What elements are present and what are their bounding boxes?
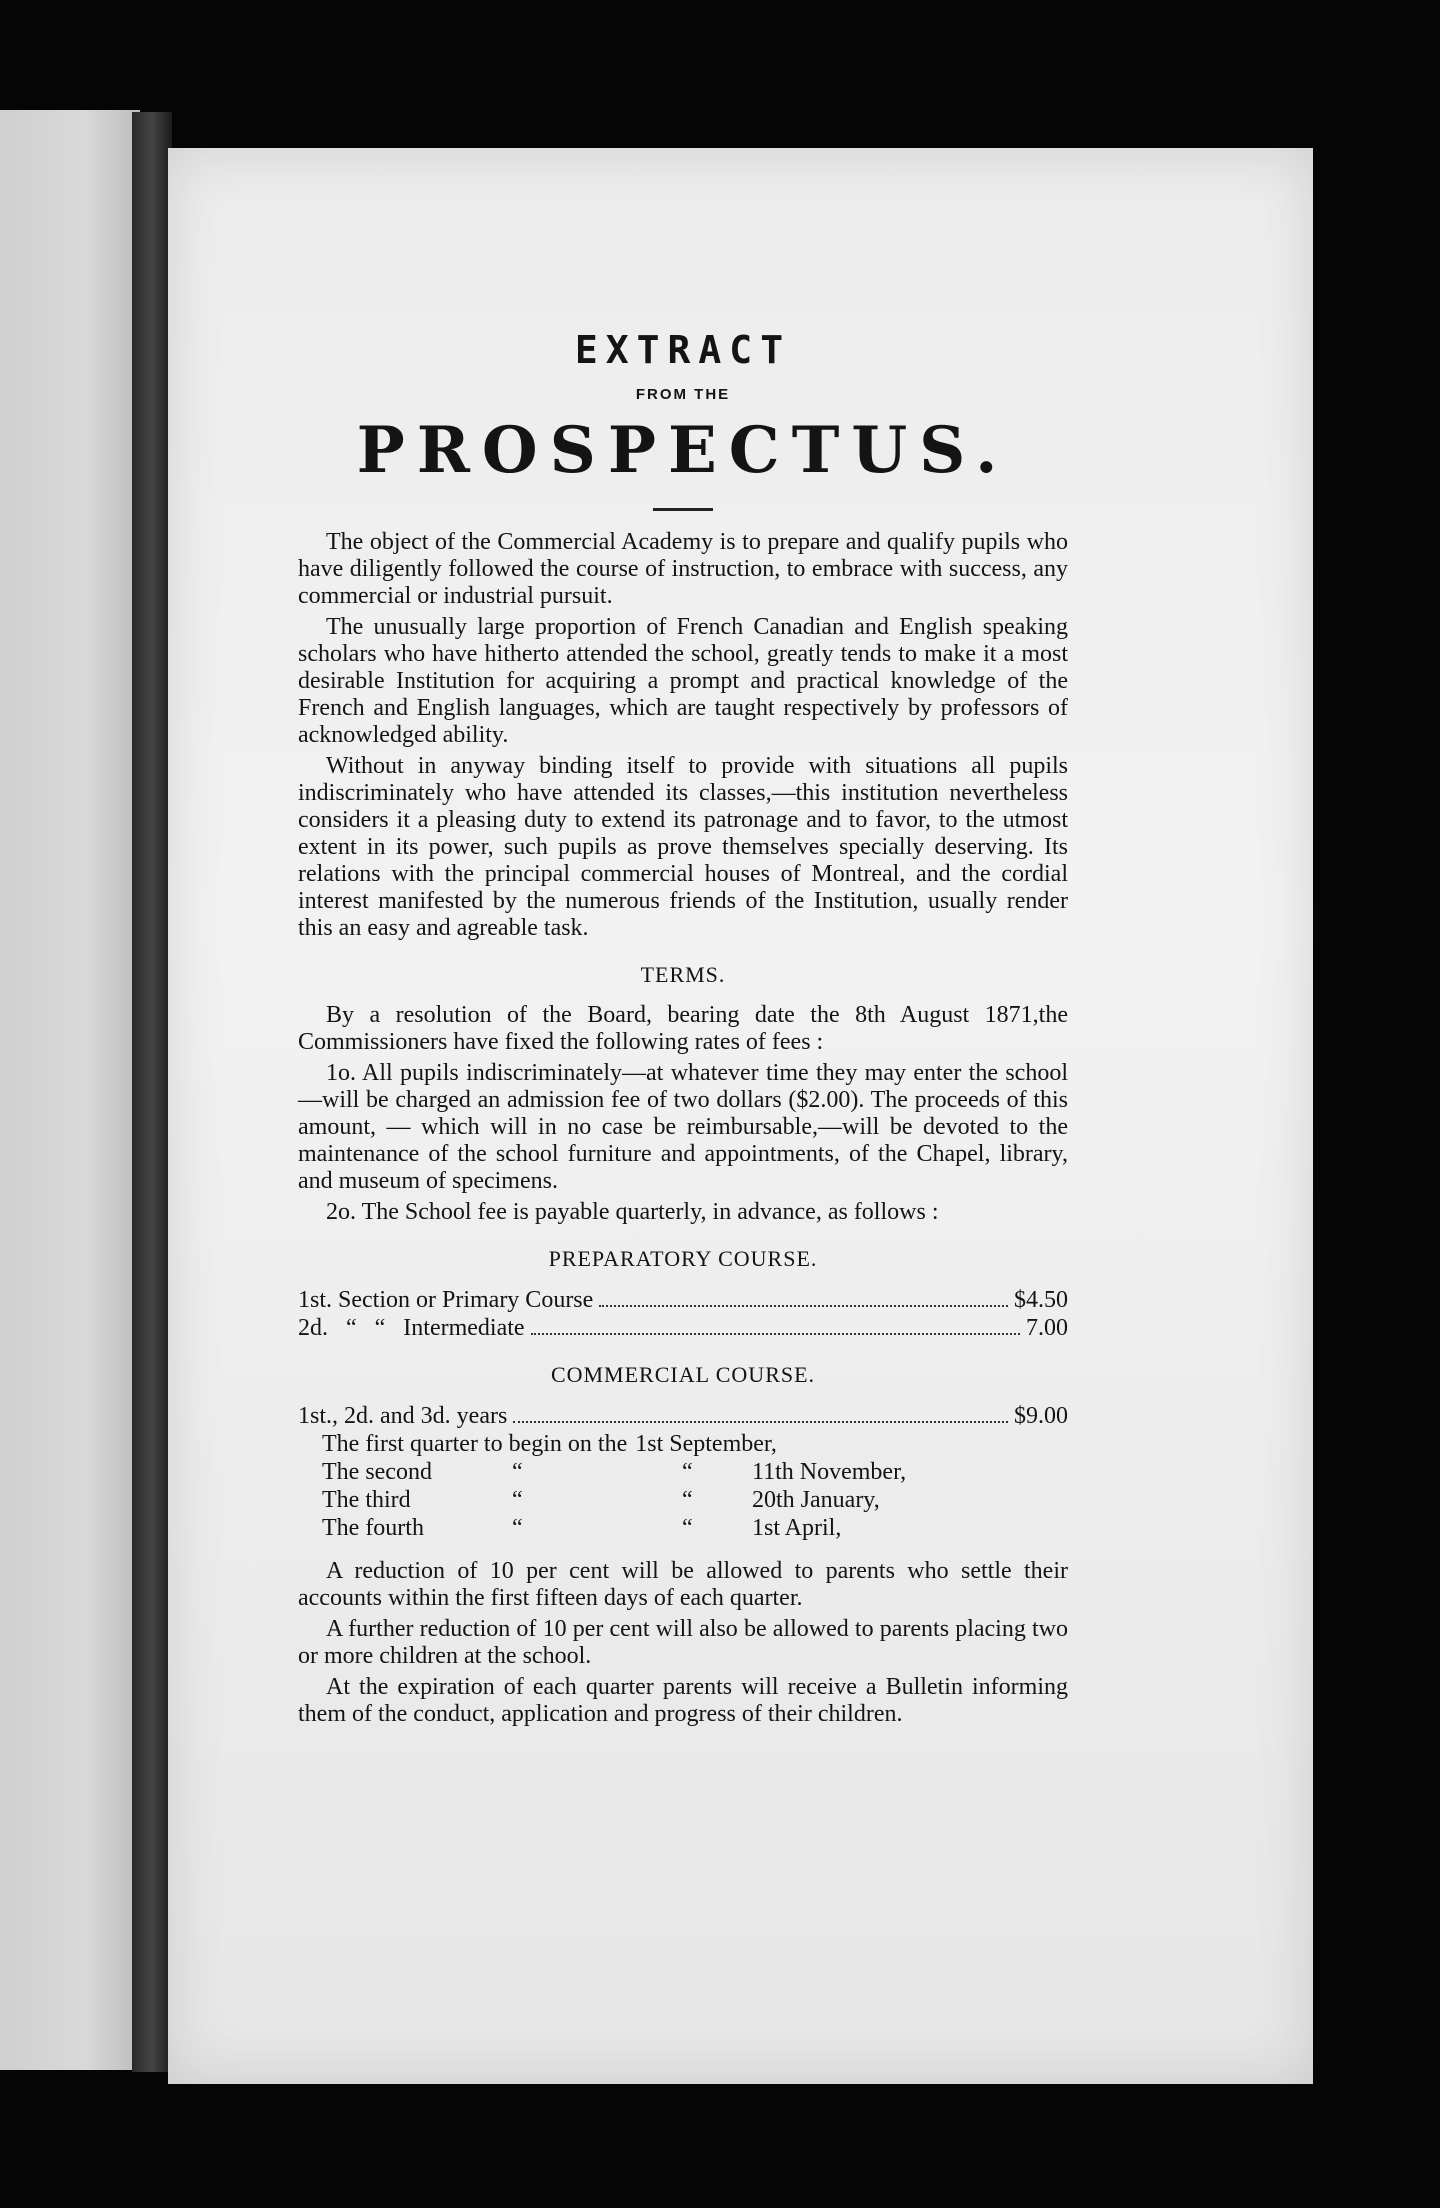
- quarter-row: [298, 1514, 1068, 1542]
- quarter-name: The third: [322, 1487, 411, 1513]
- quarter-name: The fourth: [322, 1515, 424, 1541]
- quarter-date: 11th November,: [752, 1459, 907, 1485]
- fee-label: 1st., 2d. and 3d. years: [298, 1403, 508, 1429]
- closing-paragraph: At the expiration of each quarter parents will receive a Bulletin informing them of the conduct, application and progress of their children.: [298, 1674, 1068, 1727]
- quarter-row: [298, 1486, 1068, 1514]
- quarter-date: 1st April,: [752, 1515, 842, 1541]
- commercial-heading: COMMERCIAL COURSE.: [550, 1362, 816, 1387]
- facing-page-edge: [0, 110, 140, 2070]
- quarter-date: 20th January,: [752, 1487, 880, 1513]
- terms-paragraph: By a resolution of the Board, bearing date the 8th August 1871,the Commissioners have fixed the following rates of fees :: [298, 1002, 1068, 1055]
- quarter-date: 1st September,: [635, 1431, 777, 1457]
- document-page: [168, 148, 1313, 2084]
- ditto-mark: “: [512, 1515, 523, 1541]
- fee-price: $4.50: [1014, 1287, 1068, 1313]
- ditto-mark: “: [682, 1515, 693, 1541]
- quarter-name: The first quarter to begin on the: [322, 1431, 628, 1457]
- quarter-name: The second: [322, 1459, 432, 1485]
- fee-price: $9.00: [1014, 1403, 1068, 1429]
- fee-price: 7.00: [1026, 1315, 1068, 1341]
- fee-row: [298, 1286, 1068, 1314]
- ditto-mark: “: [682, 1459, 693, 1485]
- preparatory-heading: PREPARATORY COURSE.: [548, 1246, 818, 1271]
- fee-label: 2d. “ “ Intermediate: [298, 1315, 525, 1341]
- intro-paragraph: Without in anyway binding itself to provide with situations all pupils indiscriminately who have attended its classes,—this institution nevertheless considers it a pleasing duty to extend its patronage and to favor, to the utmost extent in its power, such pupils as prove themselves specially deserving. Its relations with the principal commercial houses of Montreal, and the cordial interest manifested by the numerous friends of the Institution, usually render this an easy and agreable task.: [298, 753, 1068, 941]
- ditto-mark: “: [682, 1487, 693, 1513]
- terms-paragraph: 2o. The School fee is payable quarterly, in advance, as follows :: [326, 1199, 939, 1225]
- terms-paragraph: 1o. All pupils indiscriminately—at whatever time they may enter the school—will be charged an admission fee of two dollars ($2.00). The proceeds of this amount, — which will in no case be reimbursable,—will be devoted to the maintenance of the school furniture and appointments, of the Chapel, library, and museum of specimens.: [298, 1060, 1068, 1194]
- fee-label: 1st. Section or Primary Course: [298, 1287, 594, 1313]
- ditto-mark: “: [512, 1459, 523, 1485]
- fee-row: [298, 1402, 1068, 1430]
- fee-row: [298, 1314, 1068, 1342]
- leader-dots: [513, 1421, 1008, 1423]
- title-prospectus: PROSPECTUS.: [356, 413, 1010, 488]
- book-spine: [132, 112, 172, 2072]
- title-extract: EXTRACT: [574, 328, 792, 372]
- ditto-mark: “: [512, 1487, 523, 1513]
- intro-paragraph: The unusually large proportion of French Canadian and English speaking scholars who have hitherto attended the school, greatly tends to make it a most desirable Institution for acquiring a prompt and practical knowledge of the French and English languages, which are taught respectively by professors of acknowledged ability.: [298, 614, 1068, 748]
- leader-dots: [531, 1333, 1020, 1335]
- title-from-the: FROM THE: [635, 386, 731, 403]
- leader-dots: [599, 1305, 1008, 1307]
- closing-paragraph: A further reduction of 10 per cent will also be allowed to parents placing two or more children at the school.: [298, 1616, 1068, 1669]
- intro-paragraph: The object of the Commercial Academy is to prepare and qualify pupils who have diligently followed the course of instruction, to embrace with success, any commercial or industrial pursuit.: [298, 529, 1068, 609]
- page-content: [298, 328, 1068, 1732]
- quarter-row: [298, 1458, 1068, 1486]
- quarter-row: [298, 1430, 1068, 1458]
- title-rule: [653, 508, 713, 511]
- closing-paragraph: A reduction of 10 per cent will be allowed to parents who settle their accounts within the first fifteen days of each quarter.: [298, 1558, 1068, 1611]
- terms-heading: TERMS.: [640, 962, 726, 987]
